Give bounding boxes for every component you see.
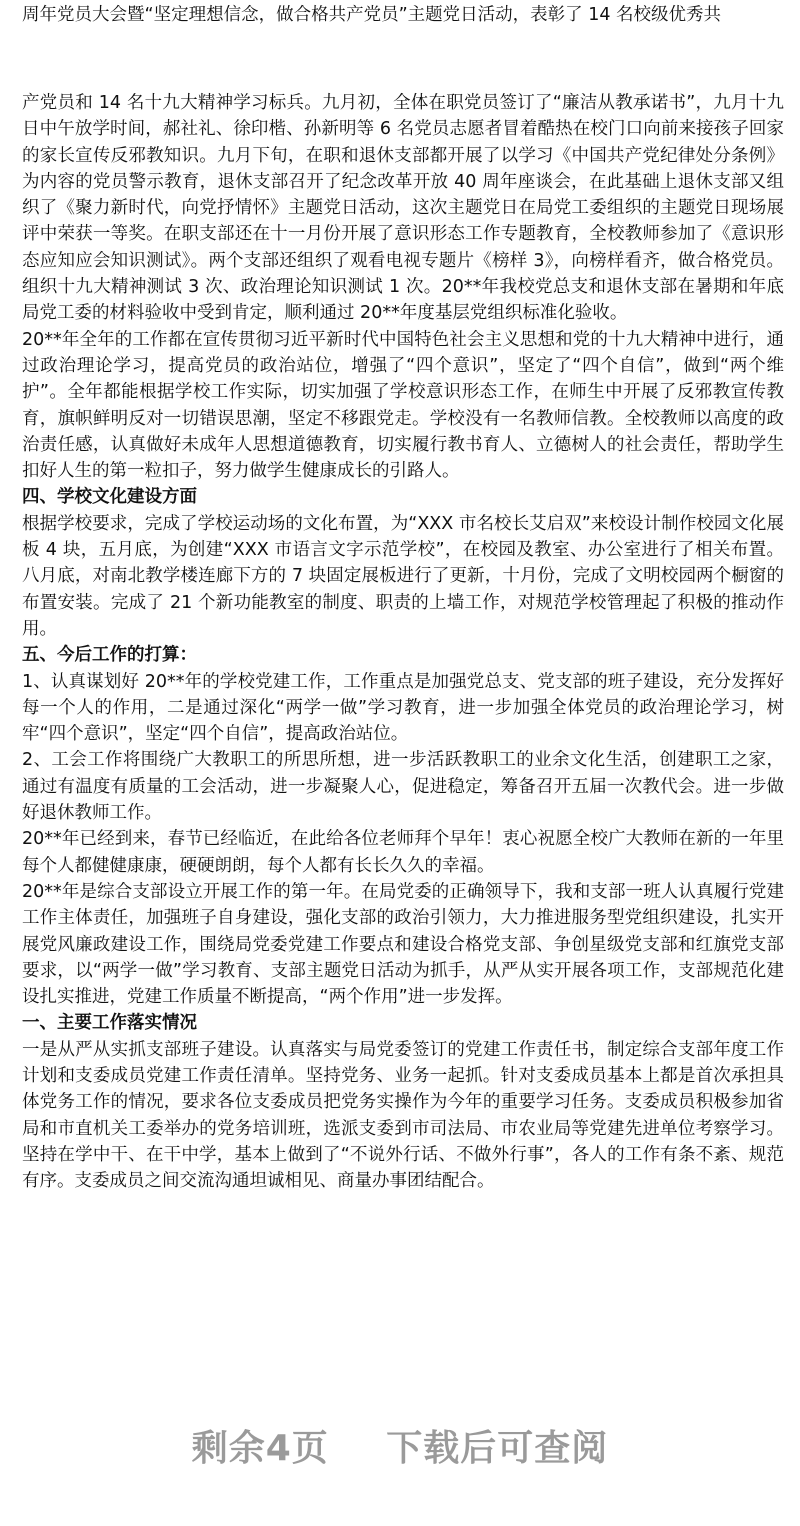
page-top-fragment [22,6,782,28]
paragraph: 一是从严从实抓支部班子建设。认真落实与局党委签订的党建工作责任书，制定综合支部年度工作计划和支委成员党建工作责任清单。坚持党务、业务一起抓。针对支委成员基本上都是首次承担具体党务工作的情况，要求各位支委成员把党务实操作为今年的重要学习任务。支委成员积极参加省局和市直机关工委举办的党务培训班，选派支委到市司法局、市农业局等党建先进单位考察学习。坚持在学中干、在干中学，基本上做到了“不说外行话、不做外行事”，各人的工作有条不紊、规范有序。支委成员之间交流沟通坦诚相见、商量办事团结配合。 [22,1039,784,1192]
paragraph: 根据学校要求，完成了学校运动场的文化布置，为“XXX 市名校长艾启双”来校设计制作校园文化展板 4 块，五月底，为创建“XXX 市语言文字示范学校”，在校园及教室、办公室进行了相关布置。八月底，对南北教学楼连廊下方的 7 块固定展板进行了更新，十月份，完成了文明校园两个橱窗的布置安装。完成了 21 个新功能教室的制度、职责的上墙工作，对规范学校管理起了积极的推动作用。 [22,513,784,639]
paragraph: 产党员和 14 名十九大精神学习标兵。九月初，全体在职党员签订了“廉洁从教承诺书”，九月十九日中午放学时间，郝社礼、徐印楷、孙新明等 6 名党员志愿者冒着酷热在校门口向前来接孩子回家的家长宣传反邪教知识。九月下旬，在职和退休支部都开展了以学习《中国共产党纪律处分条例》为内容的党员警示教育，退休支部召开了纪念改革开放 40 周年座谈会，在此基础上退休支部又组织了《聚力新时代，向党抒情怀》主题党日活动，这次主题党日在局党工委组织的主题党日现场展评中荣获一等奖。在职支部还在十一月份开展了意识形态工作专题教育，全校教师参加了《意识形态应知应会知识测试》。两个支部还组织了观看电视专题片《榜样 3》，向榜样看齐，做合格党员。组织十九大精神测试 3 次、政治理论知识测试 1 次。20**年我校党总支和退休支部在暑期和年底局党工委的材料验收中受到肯定，顺利通过 20**年度基层党组织标准化验收。 [22,93,784,324]
remaining-pages-label: 剩余4页 [191,1428,329,1469]
section-heading: 四、学校文化建设方面 [22,487,197,508]
paragraph: 20**年已经到来，春节已经临近，在此给各位老师拜个早年！衷心祝愿全校广大教师在新的一年里每个人都健健康康，硬硬朗朗，每个人都有长长久久的幸福。 [22,829,784,876]
paragraph: 2、工会工作将围绕广大教职工的所思所想，进一步活跃教职工的业余文化生活，创建职工之家，通过有温度有质量的工会活动，进一步凝聚人心，促进稳定，筹备召开五届一次教代会。进一步做好退休教师工作。 [22,750,784,824]
document-body [22,90,784,1194]
download-to-view-label[interactable]: 下载后可查阅 [386,1428,609,1469]
paragraph: 20**年全年的工作都在宣传贯彻习近平新时代中国特色社会主义思想和党的十九大精神中进行，通过政治理论学习，提高党员的政治站位，增强了“四个意识”，坚定了“四个自信”，做到“两个维护”。全年都能根据学校工作实际，切实加强了学校意识形态工作，在师生中开展了反邪教宣传教育，旗帜鲜明反对一切错误思潮，坚定不移跟党走。学校没有一名教师信教。全校教师以高度的政治责任感，认真做好未成年人思想道德教育，切实履行教书育人、立德树人的社会责任，帮助学生扣好人生的第一粒扣子，努力做学生健康成长的引路人。 [22,329,784,482]
section-heading: 一、主要工作落实情况 [22,1013,197,1034]
paragraph: 1、认真谋划好 20**年的学校党建工作，工作重点是加强党总支、党支部的班子建设，充分发挥好每一个人的作用，二是通过深化“两学一做”学习教育，进一步加强全体党员的政治理论学习，树牢“四个意识”，坚定“四个自信”，提高政治站位。 [22,671,784,745]
download-prompt[interactable] [0,1420,800,1471]
section-heading: 五、今后工作的打算： [22,645,197,666]
paragraph: 20**年是综合支部设立开展工作的第一年。在局党委的正确领导下，我和支部一班人认真履行党建工作主体责任，加强班子自身建设，强化支部的政治引领力，大力推进服务型党组织建设，扎实开展党风廉政建设工作，围绕局党委党建工作要点和建设合格党支部、争创星级党支部和红旗党支部要求，以“两学一做”学习教育、支部主题党日活动为抓手，从严从实开展各项工作，支部规范化建设扎实推进，党建工作质量不断提高，“两个作用”进一步发挥。 [22,881,784,1008]
top-fragment-line: 周年党员大会暨“坚定理想信念，做合格共产党员”主题党日活动，表彰了 14 名校级优秀共 [22,5,722,25]
